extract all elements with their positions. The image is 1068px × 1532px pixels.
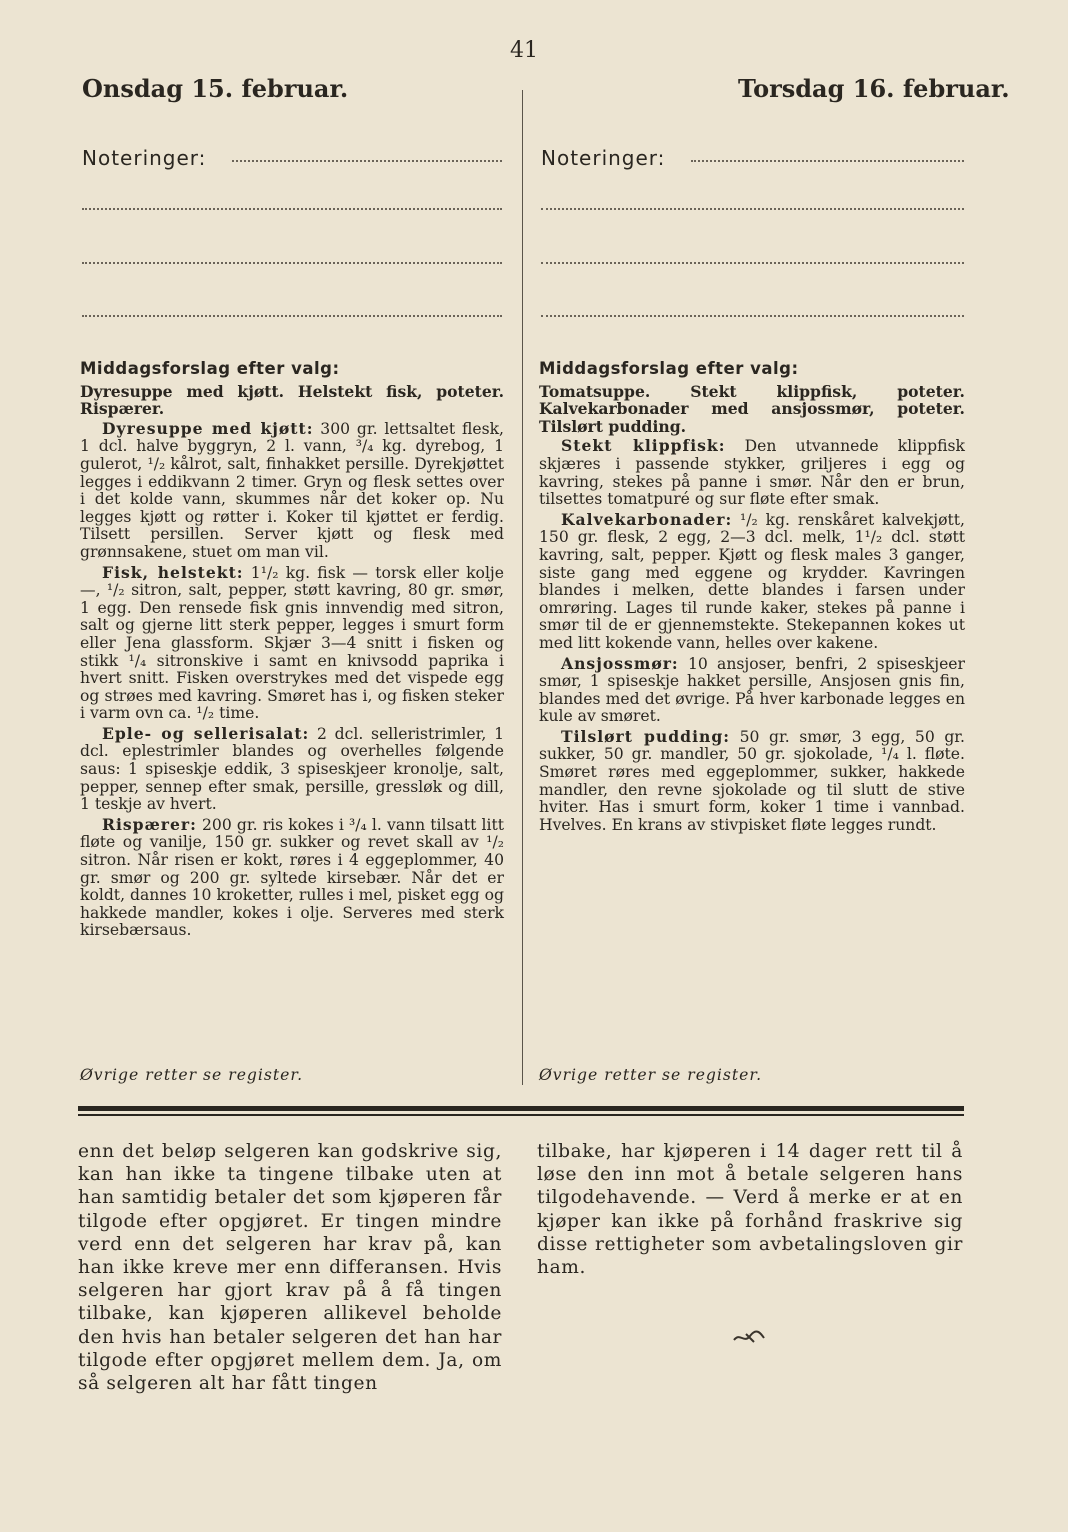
left-day-title: Onsdag 15. februar. — [82, 74, 349, 103]
ornament-icon — [732, 1328, 766, 1346]
recipe — [80, 420, 504, 562]
left-notes-line-3 — [82, 262, 502, 264]
bottom-left-paragraph: enn det beløp selgeren kan godskrive sig, kan han ikke ta tingene tilbake uten at han samtidig betaler det som kjøperen får tilgode efter opgjøret. Er tingen mindre verd enn det selgeren har krav på, kan han ikke kreve mer enn differansen. Hvis selgeren har gjort krav på å få tingen tilbake, kan kjøperen allikevel beholde den hvis han betaler selgeren det han har tilgode efter opgjøret mellem dem. Ja, om så selgeren alt har fått tingen — [78, 1141, 502, 1395]
bottom-left-text — [78, 1140, 502, 1395]
recipe — [539, 437, 965, 508]
left-menu-heading: Middagsforslag efter valg: — [80, 359, 340, 378]
separator-thin — [78, 1114, 964, 1116]
recipe — [539, 728, 965, 835]
right-notes-line-4 — [541, 315, 964, 317]
recipe-text: 200 gr. ris kokes i ³/₄ l. vann tilsatt litt fløte og vanilje, 150 gr. sukker og revet skall av ¹/₂ sitron. Når risen er kokt, røres i 4 eggeplommer, 40 gr. smør og 200 gr. syltede kirsebær. Når det er koldt, dannes 10 kroketter, rulles i mel, pisket egg og hakkede mandler, kokes i olje. Serveres med sterk kirsebærsaus. — [80, 815, 504, 940]
right-menu-heading: Middagsforslag efter valg: — [539, 359, 799, 378]
right-other-dishes: Øvrige retter se register. — [539, 1066, 763, 1084]
column-divider — [522, 90, 523, 1085]
page-number: 41 — [510, 38, 538, 63]
right-notes-label: Noteringer: — [541, 146, 666, 170]
right-menu-intro: Tomatsuppe. Stekt klippfisk, poteter. Kalvekarbonader med ansjossmør, poteter. Tilslørt pudding. — [539, 381, 965, 436]
recipe-name: Stekt klippfisk: — [561, 436, 726, 456]
recipe — [539, 655, 965, 726]
recipe-text: Den utvannede klippfisk skjæres i passende stykker, grilјeres i egg og kavring, stekes på panne i smør. Når den er brun, tilsettes tomatpuré og sur fløte efter smak. — [539, 437, 965, 509]
recipe-text: 50 gr. smør, 3 egg, 50 gr. sukker, 50 gr. mandler, 50 gr. sjokolade, ¹/₄ l. fløte. Smøret røres med eggeplommer, sukker, hakkede mandler, den revne sjokolade og til slutt de stive hviter. Has i smurt form, koker 1 time i vannbad. Hvelves. En krans av stivpisket fløte legges rundt. — [539, 727, 965, 834]
recipe — [80, 725, 504, 814]
right-menu-column — [539, 360, 965, 836]
bottom-right-paragraph: tilbake, har kjøperen i 14 dager rett til å løse den inn mot å betale selgeren hans tilgodehavende. — Verd å merke er at en kjøper kan ikke på forhånd fraskrive sig disse rettigheter som avbetalingsloven gir ham. — [537, 1141, 963, 1279]
recipe-name: Dyresuppe med kjøtt: — [102, 418, 314, 438]
recipe-name: Tilslørt pudding: — [561, 726, 730, 746]
recipe-name: Rispærer: — [102, 814, 197, 834]
recipe — [539, 511, 965, 653]
right-notes-line-1 — [691, 160, 964, 162]
recipe-name: Kalvekarbonader: — [561, 509, 733, 529]
left-notes-line-4 — [82, 315, 502, 317]
recipe-name: Eple- og sellerisalat: — [102, 723, 310, 743]
recipe-text: 1¹/₂ kg. fisk — torsk eller kolje —, ¹/₂ sitron, salt, pepper, støtt kavring, 80 gr. smør, 1 egg. Den rensede fisk gnis innvendig med sitron, salt og gjerne litt sterk pepper, legges i smurt form eller Jena glassform. Skjær 3—4 snitt i fisken og stikk ¹/₄ sitronskive i samt en knivsodd paprika i hvert snitt. Fisken overstrykes med det vispede egg og strøes med kavring. Smøret has i, og fisken steker i varm ovn ca. ¹/₂ time. — [80, 563, 504, 723]
recipe-text: 10 ansjoser, benfri, 2 spiseskjeer smør, 1 spiseskje hakket persille, Ansjosen gnis fin, blandes med det øvrige. På hver karbonade legges en kule av smøret. — [539, 654, 965, 726]
separator-thick — [78, 1106, 964, 1111]
left-menu-column — [80, 360, 504, 942]
recipe-text: ¹/₂ kg. renskåret kalvekjøtt, 150 gr. flesk, 2 egg, 2—3 dcl. melk, 1¹/₂ dcl. støtt kavring, salt, pepper. Kjøtt og flesk males 3 ganger, siste gang med eggene og krydder. Kavringen blandes i melken, dette blandes i farsen under omrøring. Lages til runde kaker, stekes på panne i smør til de er gjennemstekte. Stekepannen kokes ut med litt kokende vann, helles over kakene. — [539, 510, 965, 652]
recipe-name: Ansjossmør: — [561, 653, 679, 673]
bottom-right-text — [537, 1140, 963, 1279]
right-notes-line-2 — [541, 208, 964, 210]
left-other-dishes: Øvrige retter se register. — [80, 1066, 304, 1084]
left-notes-line-2 — [82, 208, 502, 210]
recipe-name: Fisk, helstekt: — [102, 562, 244, 582]
left-menu-intro: Dyresuppe med kjøtt. Helstekt fisk, poteter. Rispærer. — [80, 381, 504, 419]
right-notes-line-3 — [541, 262, 964, 264]
left-notes-line-1 — [232, 160, 502, 162]
left-notes-label: Noteringer: — [82, 146, 207, 170]
right-day-title: Torsdag 16. februar. — [738, 74, 1010, 103]
recipe — [80, 564, 504, 723]
recipe-text: 300 gr. lettsaltet flesk, 1 dcl. halve byggryn, 2 l. vann, ³/₄ kg. dyrebog, 1 gulerot, ¹/₂ kålrot, salt, finhakket persille. Dyrekjøttet legges i eddikvann 2 timer. Gryn og flesk settes over i det kolde vann, skummes når det koker op. Nu legges kjøtt og røtter i. Koker til kjøttet er ferdig. Tilsett persillen. Server kjøtt og flesk med grønnsakene, stuet om man vil. — [80, 419, 504, 561]
recipe — [80, 816, 504, 940]
recipe-text: 2 dcl. selleristrimler, 1 dcl. eplestrimler blandes og overhelles følgende saus: 1 spiseskje eddik, 3 spiseskjeer kronolje, salt, pepper, sennep efter smak, persille, gressløk og dill, 1 teskje av hvert. — [80, 724, 504, 814]
